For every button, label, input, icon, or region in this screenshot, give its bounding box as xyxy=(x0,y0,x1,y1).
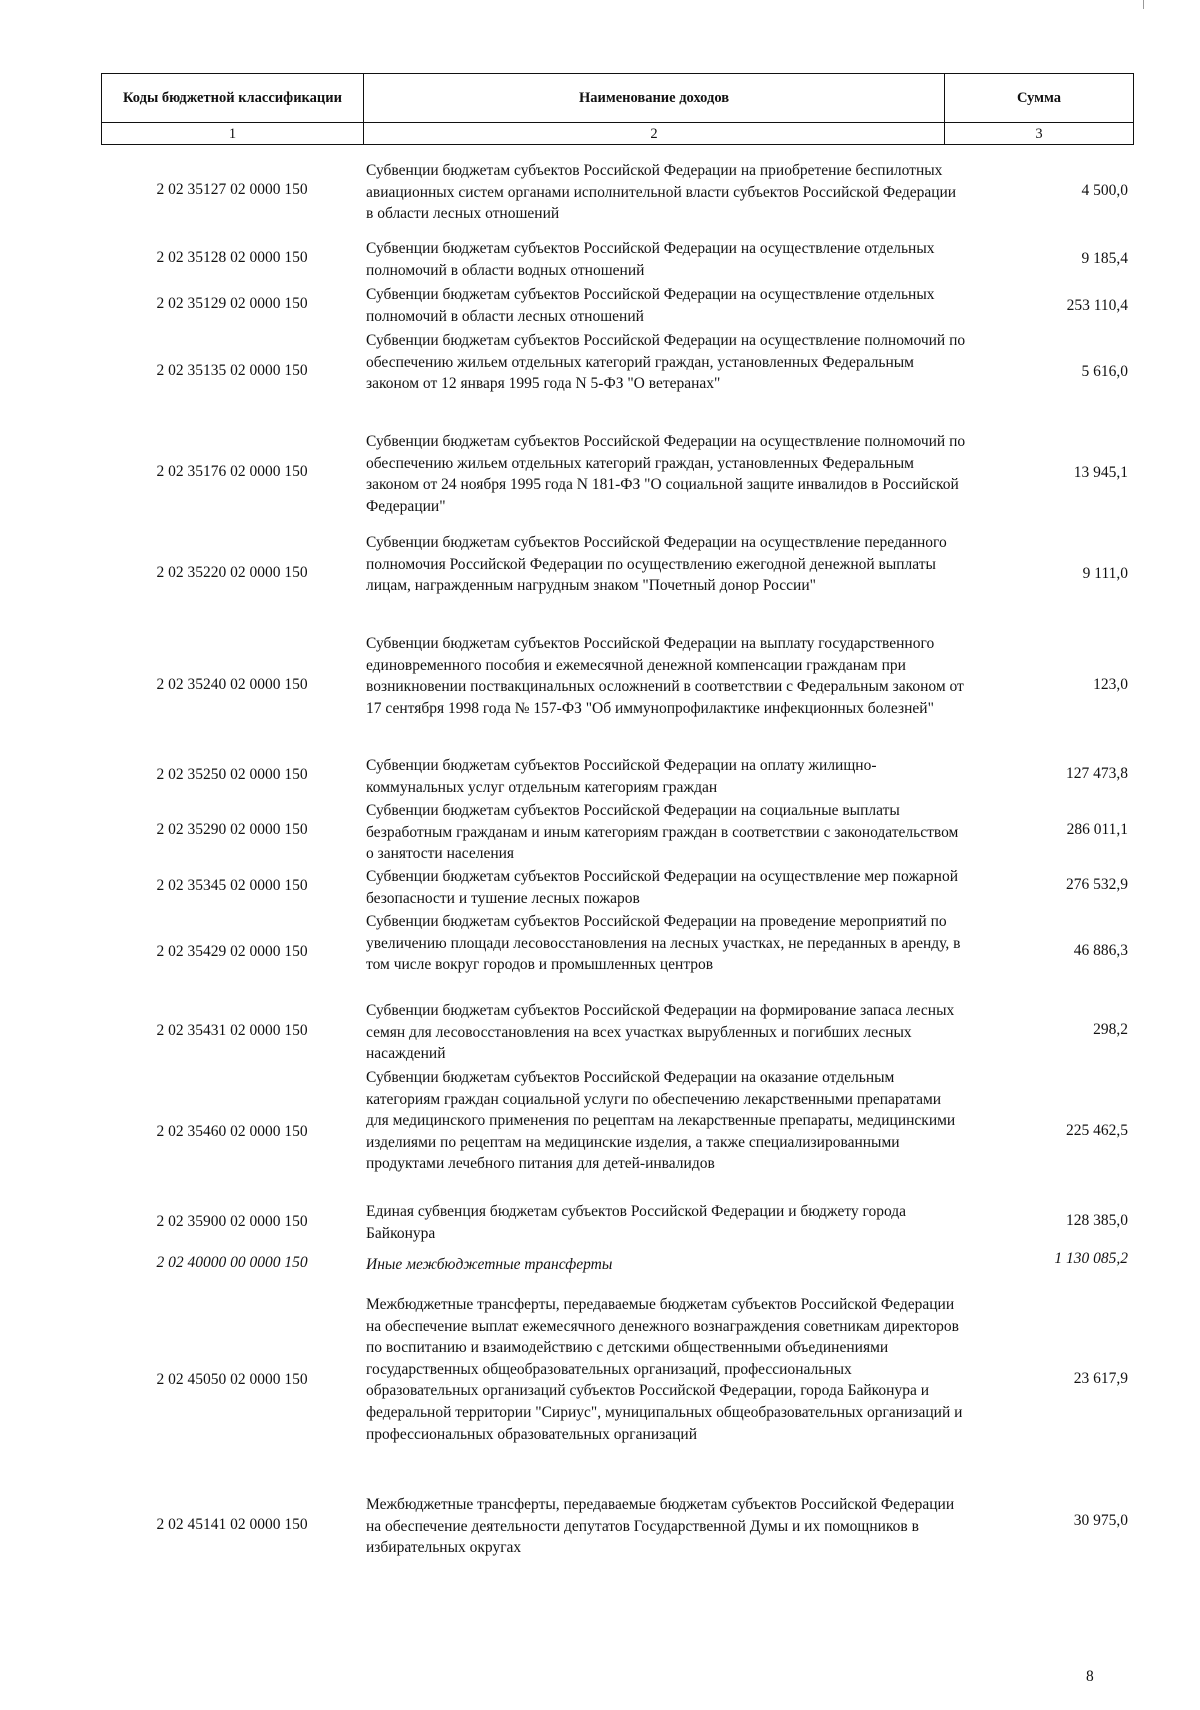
row-name: Субвенции бюджетам субъектов Российской Федерации на осуществление отдельных полномочий в области лесных отношений xyxy=(366,286,935,325)
row-name: Межбюджетные трансферты, передаваемые бюджетам субъектов Российской Федерации на обеспечение деятельности депутатов Государственной Думы и их помощников в избирательных округах xyxy=(366,1496,955,1557)
row-sum: 286 011,1 xyxy=(1066,821,1128,838)
row-code: 2 02 35345 02 0000 150 xyxy=(156,877,308,894)
row-code: 2 02 35900 02 0000 150 xyxy=(156,1213,308,1230)
row-sum: 123,0 xyxy=(1093,676,1128,693)
row-sum: 127 473,8 xyxy=(1066,765,1128,782)
header-codes: Коды бюджетной классификации xyxy=(102,74,364,123)
row-name: Субвенции бюджетам субъектов Российской Федерации на оказание отдельным категориям граждан социальной услуги по обеспечению лекарственными препаратами для медицинского применения по рецептам на лекарственные препараты, медицинскими изделиями по рецептам на медицинские изделия, а также специализированными продуктами лечебного питания для детей-инвалидов xyxy=(366,1069,956,1173)
row-code: 2 02 35135 02 0000 150 xyxy=(156,362,308,379)
row-sum: 298,2 xyxy=(1093,1021,1128,1038)
row-name: Субвенции бюджетам субъектов Российской Федерации на осуществление полномочий по обеспечению жильем отдельных категорий граждан, установленных Федеральным законом от 24 ноября 1995 года N 181-ФЗ "О социальной защите инвалидов в Российской Федерации" xyxy=(366,433,966,515)
row-name: Субвенции бюджетам субъектов Российской Федерации на выплату государственного единовременного пособия и ежемесячной денежной компенсации гражданам при возникновении поствакцинальных осложнений в соответствии с Федеральным законом от 17 сентября 1998 года № 157-ФЗ "Об иммунопрофилактике инфекционных болезней" xyxy=(366,635,964,717)
row-sum: 23 617,9 xyxy=(1073,1370,1128,1387)
row-code: 2 02 35220 02 0000 150 xyxy=(156,564,308,581)
row-sum: 13 945,1 xyxy=(1073,464,1128,481)
row-name: Субвенции бюджетам субъектов Российской Федерации на оплату жилищно-коммунальных услуг отдельным категориям граждан xyxy=(366,757,877,796)
row-name: Субвенции бюджетам субъектов Российской Федерации на осуществление переданного полномочия Российской Федерации по осуществлению ежегодной денежной выплаты лицам, награжденным нагрудным знаком "Почетный донор России" xyxy=(366,534,947,595)
row-sum: 46 886,3 xyxy=(1073,942,1128,959)
row-sum: 276 532,9 xyxy=(1066,876,1128,893)
row-code: 2 02 45050 02 0000 150 xyxy=(156,1371,308,1388)
table-header xyxy=(101,73,1134,145)
row-code: 2 02 35429 02 0000 150 xyxy=(156,943,308,960)
row-code: 2 02 35431 02 0000 150 xyxy=(156,1022,308,1039)
row-code: 2 02 45141 02 0000 150 xyxy=(156,1516,308,1533)
row-code: 2 02 35127 02 0000 150 xyxy=(156,181,308,198)
row-code: 2 02 35250 02 0000 150 xyxy=(156,766,308,783)
row-name: Субвенции бюджетам субъектов Российской Федерации на приобретение беспилотных авиационных систем органами исполнительной власти субъектов Российской Федерации в области лесных отношений xyxy=(366,162,957,223)
row-sum: 1 130 085,2 xyxy=(1054,1250,1128,1267)
row-code: 2 02 35176 02 0000 150 xyxy=(156,463,308,480)
header-name: Наименование доходов xyxy=(364,74,945,123)
row-name: Межбюджетные трансферты, передаваемые бюджетам субъектов Российской Федерации на обеспечение выплат ежемесячного денежного вознаграждения советникам директоров по воспитанию и взаимодействию с детскими общественными объединениями государственных общеобразовательных организаций, профессиональных образовательных организаций субъектов Российской Федерации, города Байконура и федеральной территории "Сириус", муниципальных общеобразовательных организаций и профессиональных образовательных организаций xyxy=(366,1296,963,1443)
row-name: Единая субвенция бюджетам субъектов Российской Федерации и бюджету города Байконура xyxy=(366,1203,907,1242)
row-name: Субвенции бюджетам субъектов Российской Федерации на осуществление мер пожарной безопасности и тушение лесных пожаров xyxy=(366,868,959,907)
page-number: 8 xyxy=(1086,1668,1094,1685)
row-sum: 9 185,4 xyxy=(1081,250,1128,267)
row-sum: 4 500,0 xyxy=(1081,182,1128,199)
row-sum: 9 111,0 xyxy=(1082,565,1128,582)
row-name: Субвенции бюджетам субъектов Российской Федерации на проведение мероприятий по увеличению площади лесовосстановления на лесных участках, не переданных в аренду, в том числе вокруг городов и промышленных центров xyxy=(366,913,961,974)
row-sum: 225 462,5 xyxy=(1066,1122,1128,1139)
row-sum: 253 110,4 xyxy=(1066,297,1128,314)
row-sum: 30 975,0 xyxy=(1073,1512,1128,1529)
row-name: Субвенции бюджетам субъектов Российской Федерации на осуществление отдельных полномочий в области водных отношений xyxy=(366,240,935,279)
row-code: 2 02 40000 00 0000 150 xyxy=(156,1254,308,1271)
header-sum: Сумма xyxy=(945,74,1134,123)
margin-mark xyxy=(1143,0,1144,9)
row-name: Субвенции бюджетам субъектов Российской Федерации на социальные выплаты безработным гражданам и иным категориям граждан в соответствии с законодательством о занятости населения xyxy=(366,802,959,863)
header-num-1: 1 xyxy=(102,123,364,145)
row-sum: 5 616,0 xyxy=(1081,363,1128,380)
row-name: Субвенции бюджетам субъектов Российской Федерации на осуществление полномочий по обеспечению жильем отдельных категорий граждан, установленных Федеральным законом от 12 января 1995 года N 5-ФЗ "О ветеранах" xyxy=(366,332,966,393)
row-sum: 128 385,0 xyxy=(1066,1212,1128,1229)
header-num-3: 3 xyxy=(945,123,1134,145)
row-code: 2 02 35460 02 0000 150 xyxy=(156,1123,308,1140)
row-code: 2 02 35240 02 0000 150 xyxy=(156,676,308,693)
header-num-2: 2 xyxy=(364,123,945,145)
row-code: 2 02 35129 02 0000 150 xyxy=(156,295,308,312)
row-code: 2 02 35128 02 0000 150 xyxy=(156,249,308,266)
row-code: 2 02 35290 02 0000 150 xyxy=(156,821,308,838)
row-name: Субвенции бюджетам субъектов Российской Федерации на формирование запаса лесных семян для лесовосстановления на всех участках вырубленных и погибших лесных насаждений xyxy=(366,1002,955,1063)
row-name: Иные межбюджетные трансферты xyxy=(366,1256,613,1273)
